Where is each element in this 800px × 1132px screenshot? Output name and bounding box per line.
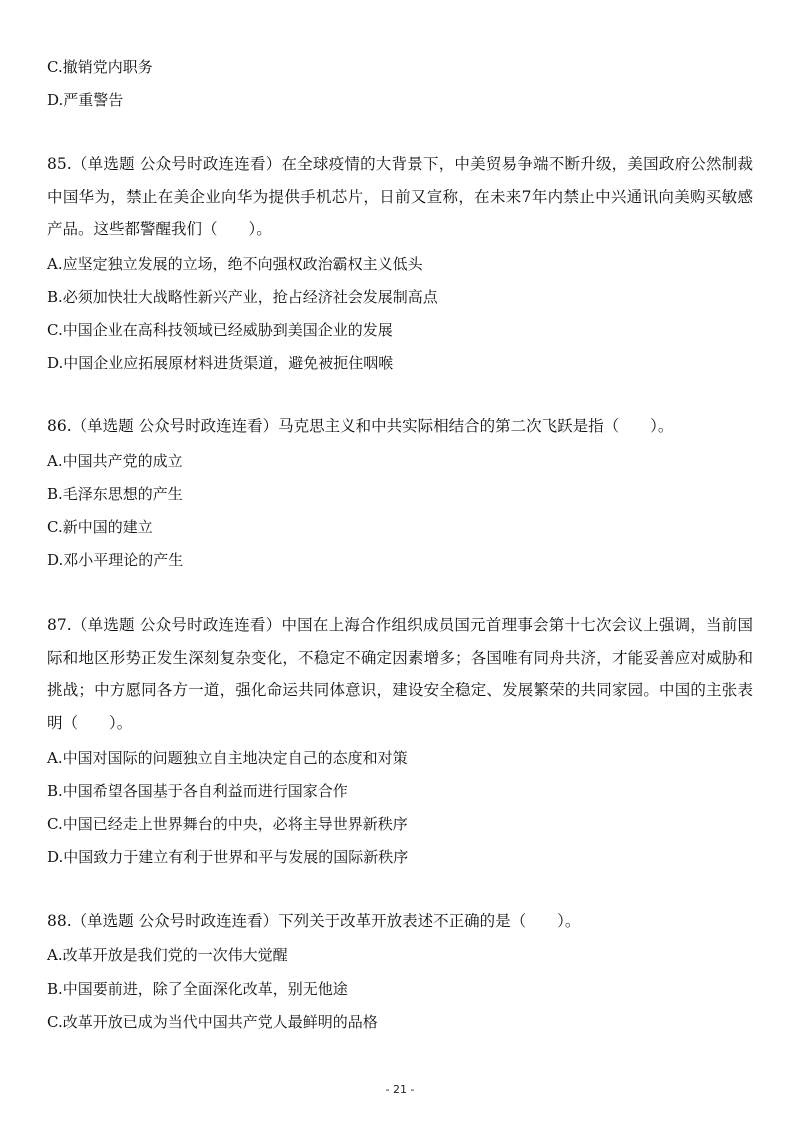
question-85-option-c: C.中国企业在高科技领域已经威胁到美国企业的发展 <box>47 321 393 339</box>
question-88-option-a: A.改革开放是我们党的一次伟大觉醒 <box>47 946 288 964</box>
prev-option-c: C.撤销党内职务 <box>47 58 153 76</box>
question-87-option-c: C.中国已经走上世界舞台的中央，必将主导世界新秩序 <box>47 815 408 833</box>
question-86-option-b: B.毛泽东思想的产生 <box>47 485 183 503</box>
question-87-stem: 87.（单选题 公众号时政连连看）中国在上海合作组织成员国元首理事会第十七次会议上强调，当前国际和地区形势正发生深刻复杂变化，不稳定不确定因素增多；各国唯有同舟共济，才能妥善应对威胁和挑战；中方愿同各方一道，强化命运共同体意识，建设安全稳定、发展繁荣的共同家园。中国的主张表明（ ）。 <box>47 616 753 732</box>
question-87-option-b: B.中国希望各国基于各自利益而进行国家合作 <box>47 782 348 800</box>
question-86-option-a: A.中国共产党的成立 <box>47 452 183 470</box>
question-88-option-c: C.改革开放已成为当代中国共产党人最鲜明的品格 <box>47 1013 378 1031</box>
question-88-option-b: B.中国要前进，除了全面深化改革，别无他途 <box>47 980 348 998</box>
question-85-stem: 85.（单选题 公众号时政连连看）在全球疫情的大背景下，中美贸易争端不断升级，美国政府公然制裁中国华为，禁止在美企业向华为提供手机芯片，日前又宣称，在未来7年内禁止中兴通讯向美购买敏感产品。这些都警醒我们（ ）。 <box>47 155 753 238</box>
question-87-option-d: D.中国致力于建立有利于世界和平与发展的国际新秩序 <box>47 848 409 866</box>
question-85-option-d: D.中国企业应拓展原材料进货渠道，避免被扼住咽喉 <box>47 354 394 372</box>
question-86-option-d: D.邓小平理论的产生 <box>47 551 184 569</box>
question-85-option-a: A.应坚定独立发展的立场，绝不向强权政治霸权主义低头 <box>47 255 423 273</box>
question-87-option-a: A.中国对国际的问题独立自主地决定自己的态度和对策 <box>47 749 408 767</box>
question-88-stem: 88.（单选题 公众号时政连连看）下列关于改革开放表述不正确的是（ ）。 <box>47 912 581 930</box>
question-86-option-c: C.新中国的建立 <box>47 518 153 536</box>
question-86-stem: 86.（单选题 公众号时政连连看）马克思主义和中共实际相结合的第二次飞跃是指（ ）。 <box>47 417 674 435</box>
page-number: - 21 - <box>385 1083 415 1096</box>
prev-option-d: D.严重警告 <box>47 91 124 109</box>
question-85-option-b: B.必须加快壮大战略性新兴产业，抢占经济社会发展制高点 <box>47 288 438 306</box>
